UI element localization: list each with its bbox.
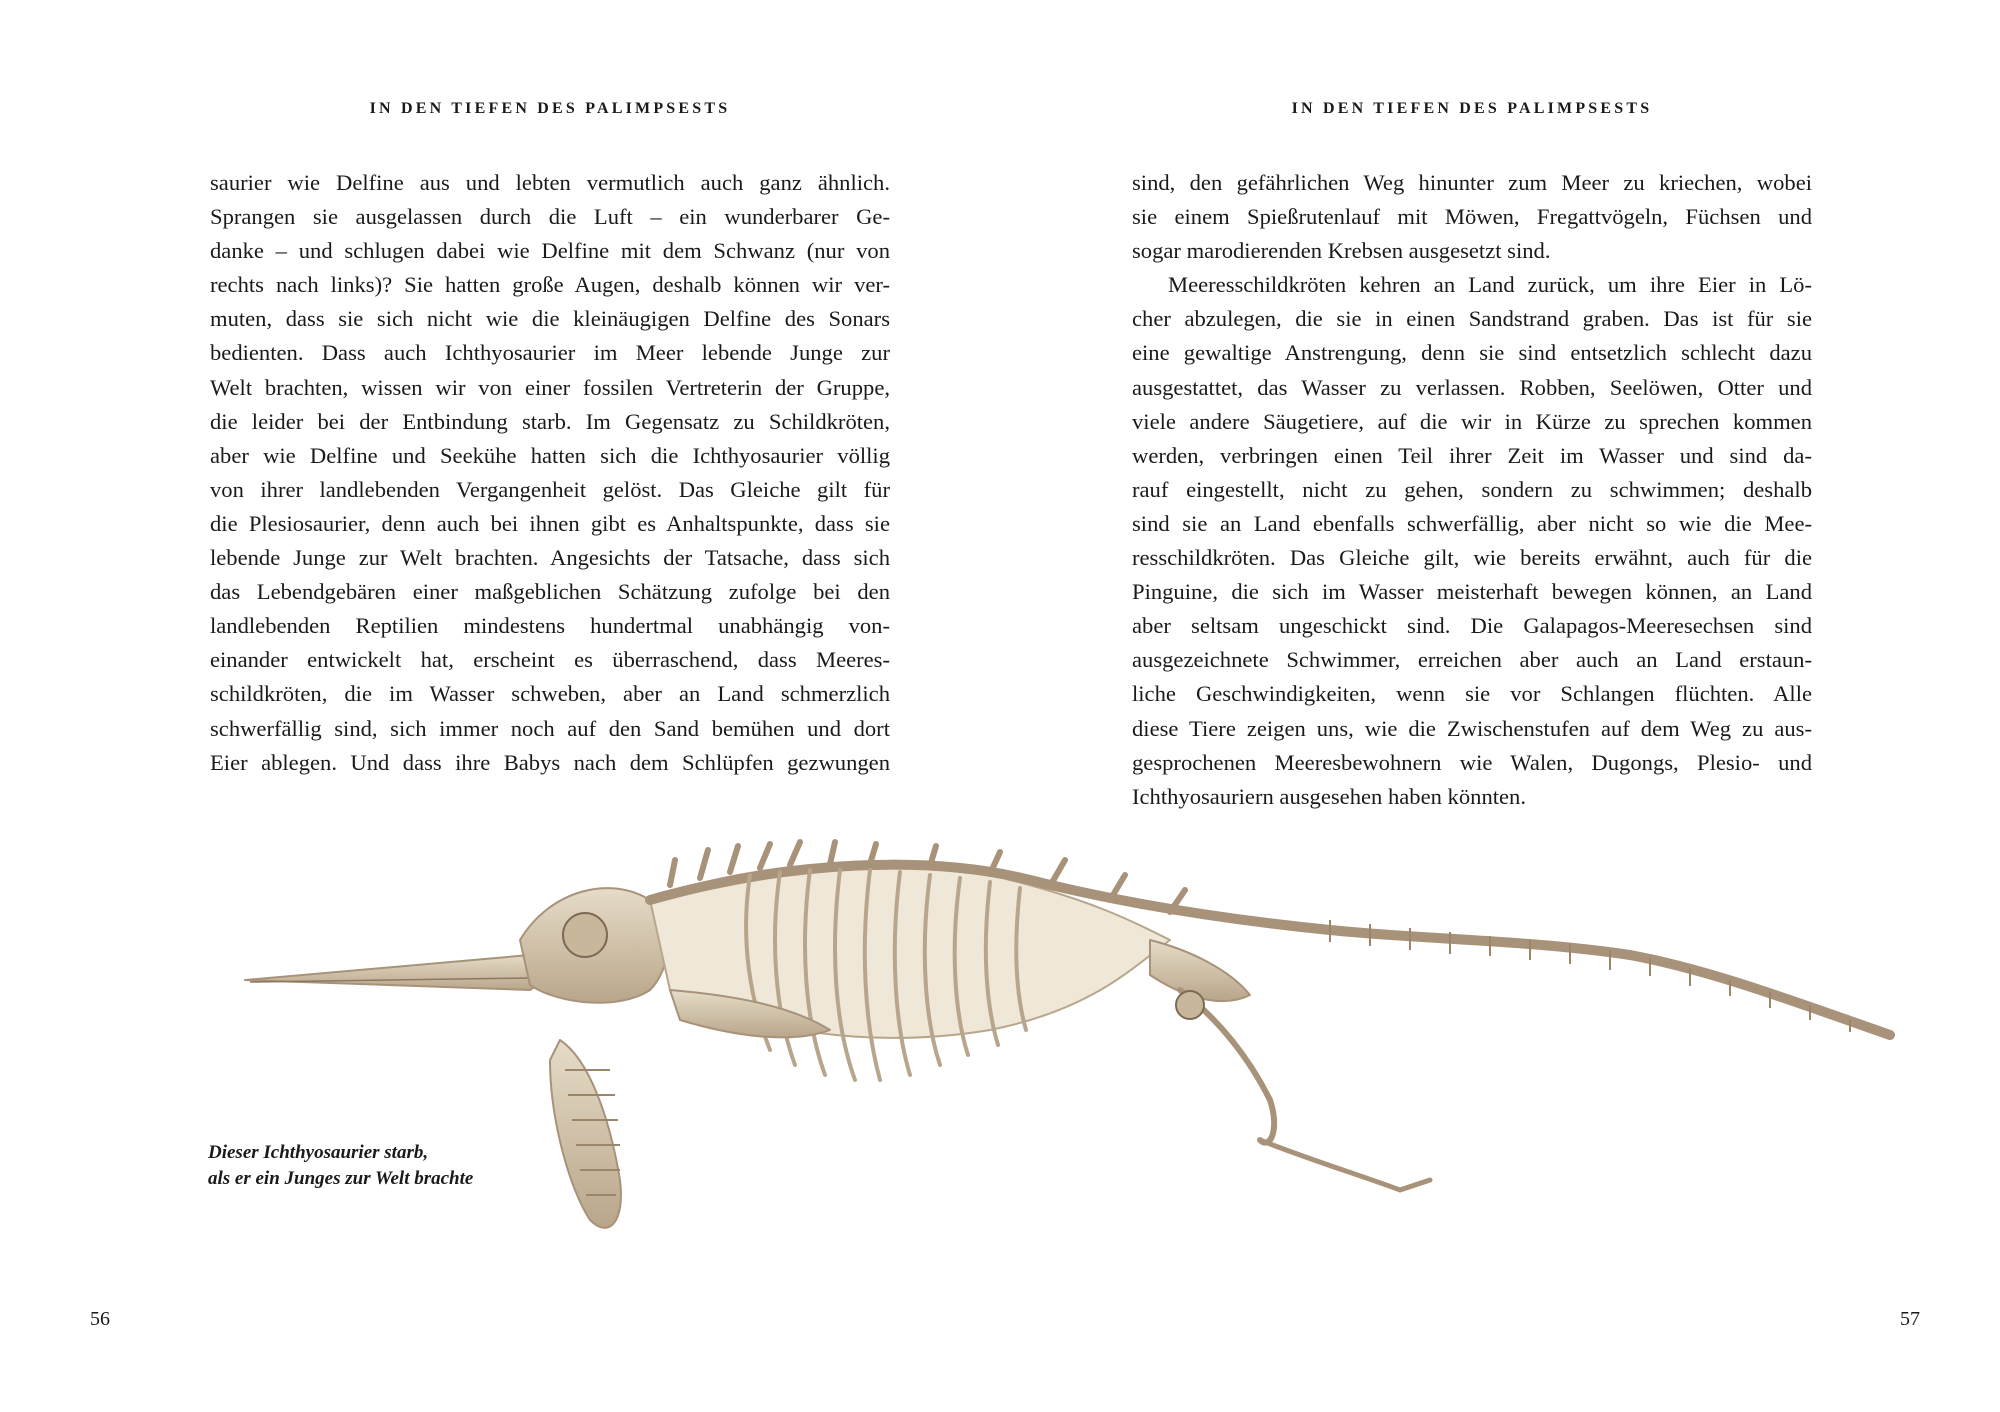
text-line: werden, verbringen einen Teil ihrer Zeit im Wasser und sind da- bbox=[1132, 442, 1812, 468]
caption-line: als er ein Junges zur Welt brachte bbox=[208, 1168, 474, 1189]
text-line: schildkröten, die im Wasser schweben, aber an Land schmerzlich bbox=[210, 681, 890, 707]
text-line: resschildkröten. Das Gleiche gilt, wie bereits erwähnt, auch für die bbox=[1132, 545, 1812, 571]
text-line: aber seltsam ungeschickt sind. Die Galapagos-Meeresechsen sind bbox=[1132, 613, 1812, 639]
page-number-right: 57 bbox=[1900, 1308, 1920, 1330]
caption-line: Dieser Ichthyosaurier starb, bbox=[208, 1142, 429, 1163]
right-page-body-text bbox=[1132, 166, 1812, 814]
text-line: sogar marodierenden Krebsen ausgesetzt sind. bbox=[1132, 238, 1551, 264]
text-line: die leider bei der Entbindung starb. Im Gegensatz zu Schildkröten, bbox=[210, 408, 890, 434]
text-line: liche Geschwindigkeiten, wenn sie vor Schlangen flüchten. Alle bbox=[1132, 681, 1812, 707]
page-number-left: 56 bbox=[90, 1308, 110, 1330]
text-line: rauf eingestellt, nicht zu gehen, sondern zu schwimmen; deshalb bbox=[1132, 476, 1812, 502]
text-line: Pinguine, die sich im Wasser meisterhaft bewegen können, an Land bbox=[1132, 579, 1812, 605]
text-line: landlebenden Reptilien mindestens hundertmal unabhängig von- bbox=[210, 613, 890, 639]
text-line: ausgezeichnete Schwimmer, erreichen aber auch an Land erstaun- bbox=[1132, 647, 1812, 673]
text-line: eine gewaltige Anstrengung, denn sie sind entsetzlich schlecht dazu bbox=[1132, 340, 1812, 366]
text-line: cher abzulegen, die sie in einen Sandstrand graben. Das ist für sie bbox=[1132, 306, 1812, 332]
text-line: aber wie Delfine und Seekühe hatten sich die Ichthyosaurier völlig bbox=[210, 442, 890, 468]
text-line: sind, den gefährlichen Weg hinunter zum Meer zu kriechen, wobei bbox=[1132, 170, 1812, 195]
text-line: ausgestattet, das Wasser zu verlassen. Robben, Seelöwen, Otter und bbox=[1132, 374, 1812, 400]
text-line: gesprochenen Meeresbewohnern wie Walen, Dugongs, Plesio- und bbox=[1132, 749, 1812, 775]
figure-caption bbox=[208, 1140, 473, 1192]
text-line: Ichthyosauriern ausgesehen haben könnten. bbox=[1132, 783, 1527, 809]
text-line: saurier wie Delfine aus und lebten vermutlich auch ganz ähnlich. bbox=[210, 170, 890, 195]
text-line: Eier ablegen. Und dass ihre Babys nach dem Schlüpfen gezwungen bbox=[210, 749, 890, 775]
text-line: sind sie an Land ebenfalls schwerfällig, aber nicht so wie die Mee- bbox=[1132, 510, 1812, 536]
text-line: einander entwickelt hat, erscheint es überraschend, dass Meeres- bbox=[210, 647, 890, 673]
text-line: von ihrer landlebenden Vergangenheit gelöst. Das Gleiche gilt für bbox=[210, 476, 890, 502]
text-line: Meeresschildkröten kehren an Land zurück, um ihre Eier in Lö- bbox=[1168, 272, 1812, 298]
left-page-body-text bbox=[210, 166, 890, 780]
text-line: die Plesiosaurier, denn auch bei ihnen gibt es Anhaltspunkte, dass sie bbox=[210, 510, 890, 536]
text-line: diese Tiere zeigen uns, wie die Zwischenstufen auf dem Weg zu aus- bbox=[1132, 715, 1812, 741]
text-line: danke – und schlugen dabei wie Delfine mit dem Schwanz (nur von bbox=[210, 238, 890, 264]
text-line: bedienten. Dass auch Ichthyosaurier im Meer lebende Junge zur bbox=[210, 340, 890, 366]
text-line: rechts nach links)? Sie hatten große Augen, deshalb können wir ver- bbox=[210, 272, 890, 298]
running-head-left: IN DEN TIEFEN DES PALIMPSESTS bbox=[369, 100, 731, 117]
text-line: lebende Junge zur Welt brachten. Angesichts der Tatsache, dass sich bbox=[210, 545, 890, 571]
text-line: sie einem Spießrutenlauf mit Möwen, Fregattvögeln, Füchsen und bbox=[1132, 204, 1812, 230]
text-line: Sprangen sie ausgelassen durch die Luft – ein wunderbarer Ge- bbox=[210, 204, 890, 230]
text-line: das Lebendgebären einer maßgeblichen Schätzung zufolge bei den bbox=[210, 579, 890, 605]
text-line: Welt brachten, wissen wir von einer fossilen Vertreterin der Gruppe, bbox=[210, 374, 890, 400]
running-head-right: IN DEN TIEFEN DES PALIMPSESTS bbox=[1291, 100, 1653, 117]
ichthyosaur-fossil-illustration bbox=[230, 820, 1910, 1260]
text-line: muten, dass sie sich nicht wie die kleinäugigen Delfine des Sonars bbox=[210, 306, 890, 332]
text-line: viele andere Säugetiere, auf die wir in Kürze zu sprechen kommen bbox=[1132, 408, 1812, 434]
text-line: schwerfällig sind, sich immer noch auf den Sand bemühen und dort bbox=[210, 715, 890, 741]
